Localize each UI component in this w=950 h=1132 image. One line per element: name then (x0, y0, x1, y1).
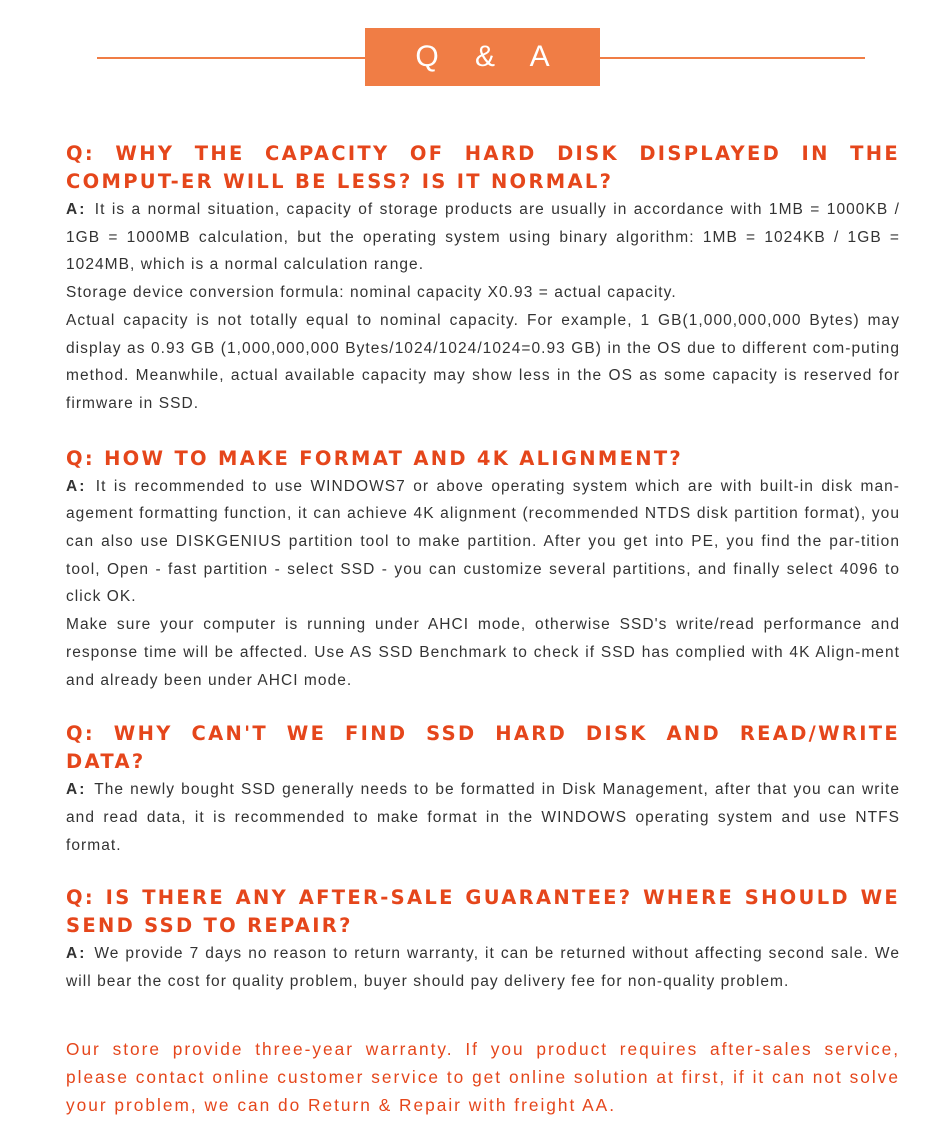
answer-prefix: A: (66, 945, 87, 963)
faq-item-find-ssd (66, 720, 900, 859)
qa-header (0, 28, 950, 86)
faq-item-capacity (66, 140, 900, 418)
answer-paragraph: Storage device conversion formula: nominal capacity X0.93 = actual capacity. (66, 284, 677, 302)
question-heading: Q: HOW TO MAKE FORMAT AND 4K ALIGNMENT? (66, 446, 684, 470)
answer-paragraph: Make sure your computer is running under AHCI mode, otherwise SSD's write/read performance and response time will be affected. Use AS SSD Benchmark to check if SSD has complied with 4K Align-ment and already been under AHCI mode. (66, 616, 900, 689)
warranty-notice-text: Our store provide three-year warranty. If you product requires after-sales service, please contact online customer service to get online solution at first, if it can not solve your problem, we can do Return & Repair with freight AA. (66, 1038, 900, 1115)
answer-paragraph: Actual capacity is not totally equal to nominal capacity. For example, 1 GB(1,000,000,000 Bytes) may display as 0.93 GB (1,000,000,000 Bytes/1024/1024/1024=0.93 GB) in the OS due to different com-puting method. Meanwhile, actual available capacity may show less in the OS as some capacity is reserved for firmware in SSD. (66, 311, 900, 412)
answer-body (66, 196, 900, 418)
header-divider-right (600, 57, 865, 59)
answer-body (66, 776, 900, 859)
answer-prefix: A: (66, 781, 87, 799)
faq-content (66, 140, 900, 1119)
answer-text: It is recommended to use WINDOWS7 or above operating system which are with built-in disk man-agement formatting function, it can achieve 4K alignment (recommended NTDS disk partition format), you can also use DISKGENIUS partition tool to make partition. After you get into PE, you find the par-tition tool, Open - fast partition - select SSD - you can customize several partitions, and finally select 4096 to click OK. (66, 477, 900, 606)
warranty-notice (66, 1035, 900, 1119)
qa-title-badge (365, 28, 600, 86)
answer-paragraph (66, 776, 900, 859)
faq-item-guarantee (66, 884, 900, 995)
question-heading: Q: IS THERE ANY AFTER-SALE GUARANTEE? WHERE SHOULD WE SEND SSD TO REPAIR? (66, 886, 900, 938)
answer-text: The newly bought SSD generally needs to be formatted in Disk Management, after that you can write and read data, it is recommended to make format in the WINDOWS operating system and use NTFS format. (66, 781, 901, 854)
answer-text: We provide 7 days no reason to return warranty, it can be returned without affecting second sale. We will bear the cost for quality problem, buyer should pay delivery fee for non-quality problem. (66, 945, 900, 991)
question-heading: Q: WHY THE CAPACITY OF HARD DISK DISPLAYED IN THE COMPUT-ER WILL BE LESS? IS IT NORMAL? (66, 142, 900, 193)
answer-paragraph (66, 473, 900, 612)
answer-body (66, 940, 900, 995)
answer-paragraph (66, 196, 900, 279)
question-heading: Q: WHY CAN'T WE FIND SSD HARD DISK AND READ/WRITE DATA? (66, 722, 900, 774)
faq-item-4k-alignment (66, 445, 900, 695)
answer-body (66, 473, 900, 695)
answer-paragraph (66, 940, 900, 995)
answer-prefix: A: (66, 201, 87, 218)
qa-title: Q & A (415, 40, 564, 73)
answer-prefix: A: (66, 477, 87, 495)
answer-text: It is a normal situation, capacity of storage products are usually in accordance with 1MB = 1000KB / 1GB = 1000MB calculation, but the operating system using binary algorithm: 1MB = 1024KB / 1GB = 1024MB, which is a normal calculation range. (66, 201, 900, 274)
header-divider-left (97, 57, 365, 59)
